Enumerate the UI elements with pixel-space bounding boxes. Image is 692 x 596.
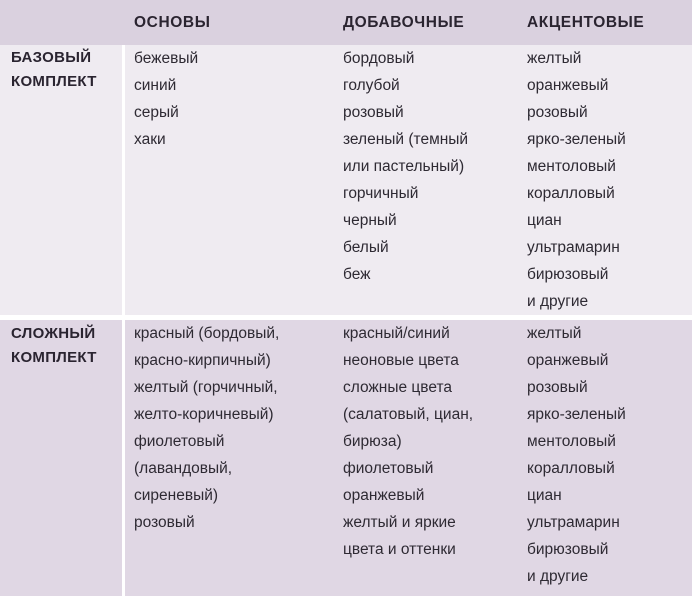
list-item: (лавандовый, — [134, 460, 233, 477]
list-item: беж — [343, 266, 371, 283]
list-item: желтый — [527, 50, 582, 67]
list-item: желтый и яркие — [343, 514, 456, 531]
list-item: зеленый (темный — [343, 131, 469, 148]
list-item: серый — [134, 104, 179, 121]
row-label-basic — [11, 46, 97, 94]
basic-base-list — [134, 45, 198, 153]
list-item: розовый — [527, 104, 588, 121]
list-item: неоновые цвета — [343, 352, 459, 369]
list-item: красный/синий — [343, 325, 450, 342]
list-item: фиолетовый — [343, 460, 434, 477]
list-item: ментоловый — [527, 433, 616, 450]
row-label-line: БАЗОВЫЙ — [11, 49, 92, 66]
list-item: оранжевый — [527, 352, 609, 369]
list-item: черный — [343, 212, 397, 229]
basic-additional-list — [343, 45, 468, 288]
list-item: синий — [134, 77, 177, 94]
list-item: красно-кирпичный) — [134, 352, 271, 369]
basic-accent-list — [527, 45, 626, 315]
list-item: желтый (горчичный, — [134, 379, 278, 396]
list-item: оранжевый — [527, 77, 609, 94]
list-item: розовый — [527, 379, 588, 396]
list-item: белый — [343, 239, 389, 256]
complex-base-list — [134, 320, 279, 536]
list-item: розовый — [134, 514, 195, 531]
row-label-complex — [11, 322, 97, 370]
list-item: бордовый — [343, 50, 415, 67]
column-divider — [122, 45, 125, 596]
list-item: цвета и оттенки — [343, 541, 456, 558]
list-item: и другие — [527, 293, 589, 310]
list-item: бирюза) — [343, 433, 402, 450]
list-item: хаки — [134, 131, 166, 148]
list-item: желтый — [527, 325, 582, 342]
header-accent: АКЦЕНТОВЫЕ — [527, 14, 645, 31]
list-item: горчичный — [343, 185, 419, 202]
list-item: бирюзовый — [527, 541, 609, 558]
list-item: желто-коричневый) — [134, 406, 274, 423]
list-item: или пастельный) — [343, 158, 465, 175]
header-base: ОСНОВЫ — [134, 14, 211, 31]
list-item: розовый — [343, 104, 404, 121]
list-item: ярко-зеленый — [527, 131, 626, 148]
row-label-line: КОМПЛЕКТ — [11, 349, 97, 366]
list-item: ультрамарин — [527, 514, 620, 531]
complex-additional-list — [343, 320, 473, 563]
list-item: сиреневый) — [134, 487, 219, 504]
list-item: коралловый — [527, 460, 615, 477]
list-item: и другие — [527, 568, 589, 585]
list-item: циан — [527, 487, 562, 504]
list-item: (салатовый, циан, — [343, 406, 474, 423]
list-item: сложные цвета — [343, 379, 452, 396]
list-item: ярко-зеленый — [527, 406, 626, 423]
row-label-line: КОМПЛЕКТ — [11, 73, 97, 90]
list-item: циан — [527, 212, 562, 229]
list-item: бежевый — [134, 50, 199, 67]
header-additional: ДОБАВОЧНЫЕ — [343, 14, 465, 31]
list-item: фиолетовый — [134, 433, 225, 450]
list-item: красный (бордовый, — [134, 325, 280, 342]
list-item: коралловый — [527, 185, 615, 202]
complex-accent-list — [527, 320, 626, 590]
list-item: голубой — [343, 77, 400, 94]
list-item: бирюзовый — [527, 266, 609, 283]
list-item: оранжевый — [343, 487, 425, 504]
list-item: ментоловый — [527, 158, 616, 175]
table-header — [0, 0, 692, 45]
list-item: ультрамарин — [527, 239, 620, 256]
row-label-line: СЛОЖНЫЙ — [11, 325, 96, 342]
